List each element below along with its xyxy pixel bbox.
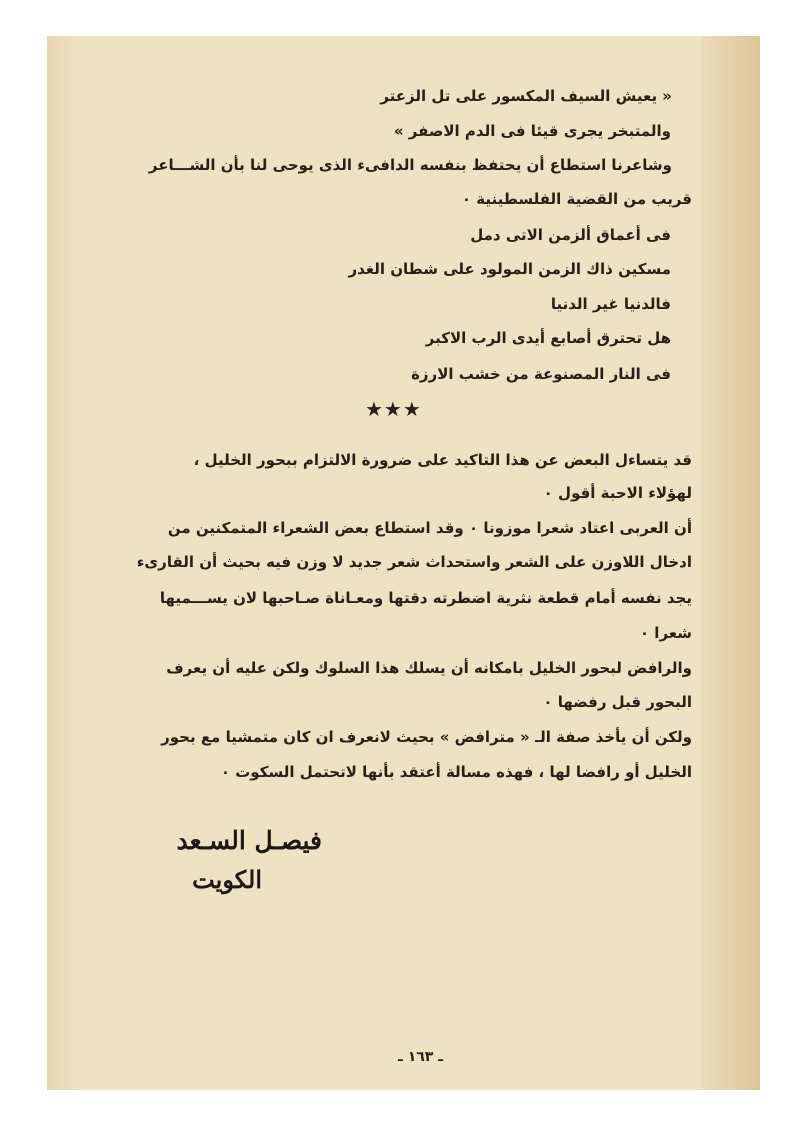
text-line: قريب من القضية الفلسطينية ٠ (461, 190, 692, 208)
paragraph-line: أن العربى اعتاد شعرا موزونا ٠ وقد استطاع بعض الشعراء المتمكنين من (167, 519, 692, 537)
paragraph-line: شعرا ٠ (639, 624, 692, 642)
paragraph-line: يجد نفسه أمام قطعة نثرية اضطرته دقتها ومعـاناة صـاحبها لان يســـميها (159, 589, 692, 607)
paragraph-line: الخليل أو رافضا لها ، فهذه مسالة أعتقد بأنها لاتحتمل السكوت ٠ (220, 763, 692, 781)
verse-line: والمتبخر يجرى قيئا فى الدم الاصفر » (393, 122, 671, 140)
author-location: الكويت (192, 865, 262, 894)
verse-line: فى أعماق ألزمن الاتى دمل (470, 226, 671, 244)
paragraph-line: والرافض لبحور الخليل بامكانه أن يسلك هذا السلوك ولكن عليه أن يعرف (166, 659, 692, 677)
scanned-page (47, 36, 760, 1090)
paragraph-line: ولكن أن يأخذ صفة الـ « مترافض » بحيث لانعرف ان كان متمشيا مع بحور (161, 728, 692, 746)
page-text (47, 36, 760, 1090)
section-divider-stars: ★★★ (365, 397, 422, 421)
paragraph-line: البحور قبل رفضها ٠ (543, 693, 692, 711)
author-signature: فيصـل السـعد (176, 826, 322, 855)
verse-line: فالدنيا غير الدنيا (550, 295, 671, 313)
verse-line: فى النار المصنوعة من خشب الارزة (411, 365, 671, 383)
text-line: وشاعرنا استطاع أن يحتفظ بنفسه الدافىء الذى يوحى لنا بأن الشـــاعر (148, 156, 672, 174)
verse-line: « يعيش السيف المكسور على تل الزعتر (380, 87, 672, 105)
verse-line: هل تحترق أصابع أيدى الرب الاكبر (425, 329, 671, 347)
paragraph-line: قد يتساءل البعض عن هذا التاكيد على ضرورة الالتزام ببحور الخليل ، (193, 451, 692, 469)
verse-line: مسكين ذاك الزمن المولود على شطان الغدر (348, 260, 671, 278)
paragraph-line: ادخال اللاوزن على الشعر واستحداث شعر جديد لا وزن فيه بحيث أن القارىء (136, 553, 692, 571)
page-number: ـ ١٦٣ ـ (398, 1049, 443, 1065)
paragraph-line: لهؤلاء الاحبة أقول ٠ (543, 484, 692, 502)
